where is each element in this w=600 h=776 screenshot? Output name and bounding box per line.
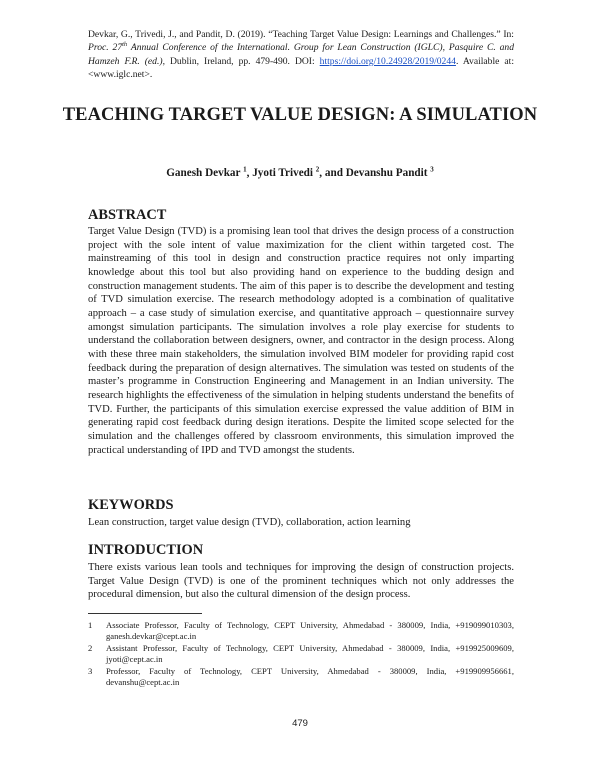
page-number: 479 <box>292 718 308 729</box>
abstract-heading: ABSTRACT <box>88 207 167 223</box>
footnote-2: 2 Assistant Professor, Faculty of Technology, CEPT University, Ahmedabad - 380009, India, +919925009609, jyoti@cept.ac.in <box>88 643 514 665</box>
footnote-divider <box>88 613 202 614</box>
paper-title: TEACHING TARGET VALUE DESIGN: A SIMULATION <box>62 105 538 125</box>
footnote-1: 1 Associate Professor, Faculty of Technology, CEPT University, Ahmedabad - 380009, India, +919099010303, ganesh.devkar@cept.ac.in <box>88 620 514 642</box>
footnote-3: 3 Professor, Faculty of Technology, CEPT University, Ahmedabad - 380009, India, +919909956661, devanshu@cept.ac.in <box>88 666 514 688</box>
keywords-heading: KEYWORDS <box>88 497 174 513</box>
author-list: Ganesh Devkar $^1$, Jyoti Trivedi $^2$, and Devanshu Pandit $^3$ <box>166 165 434 179</box>
citation-header: Devkar, G., Trivedi, J., and Pandit, D. (2019). “Teaching Target Value Design: Learnings and Challenges.” In: Proc. 27th Annual Conference of the International. Group for Lean Construction (IGLC), Pasquire C. and Hamzeh F.R. (ed.), Dublin, Ireland, pp. 479-490. DOI: https://doi.org/10.24928/2019/0244. Available at: <www.iglc.net>. <box>88 29 514 81</box>
proceedings-name: Proc. 27th Annual Conference of the International. Group for Lean Construction (IGLC), Pasquire C. and Hamzeh F.R. (ed.), <box>88 41 514 67</box>
introduction-heading: INTRODUCTION <box>88 542 204 558</box>
introduction-text: There exists various lean tools and techniques for improving the design of construction projects. Target Value Design (TVD) is one of the prominent techniques which not only addresses the procedural dimension, but also the cultural dimension of the design process. <box>88 562 514 601</box>
abstract-text: Target Value Design (TVD) is a promising lean tool that drives the design process of a construction project with the sole intent of value maximization for the client within targeted cost. The mainstreaming of this tool in design and construction practice requires not only imparting knowledge about this tool but also providing hand on experience to the budding design and construction management students. The aim of this paper is to describe the development and testing of TVD simulation exercise. The research methodology adopted is a combination of qualitative approach – a case study of simulation exercise, and quantitative approach – questionnaire survey amongst simulation participants. The simulation involves a role play exercise for students to understand the collaboration between designers, owner, and contractor in the design process. Along with these three main stakeholders, the simulation involved BIM modeler for providing rapid cost feedback during the preparation of design alternatives. The simulation was tested on students of the master’s programme in Construction Engineering and Management in an Indian university. The research highlights the effectiveness of the simulation in helping students understand the benefits of TVD. Further, the participants of this simulation exercise expressed the value addition of BIM in generating rapid cost feedback during design iterations. Despite the limited scope selected for the simulation and the challenges offered by classroom environments, this simulation improved the practical understanding of IPD and TVD amongst the students. <box>88 226 514 456</box>
doi-link[interactable]: https://doi.org/10.24928/2019/0244 <box>319 55 456 67</box>
keywords-text: Lean construction, target value design (TVD), collaboration, action learning <box>88 517 411 528</box>
